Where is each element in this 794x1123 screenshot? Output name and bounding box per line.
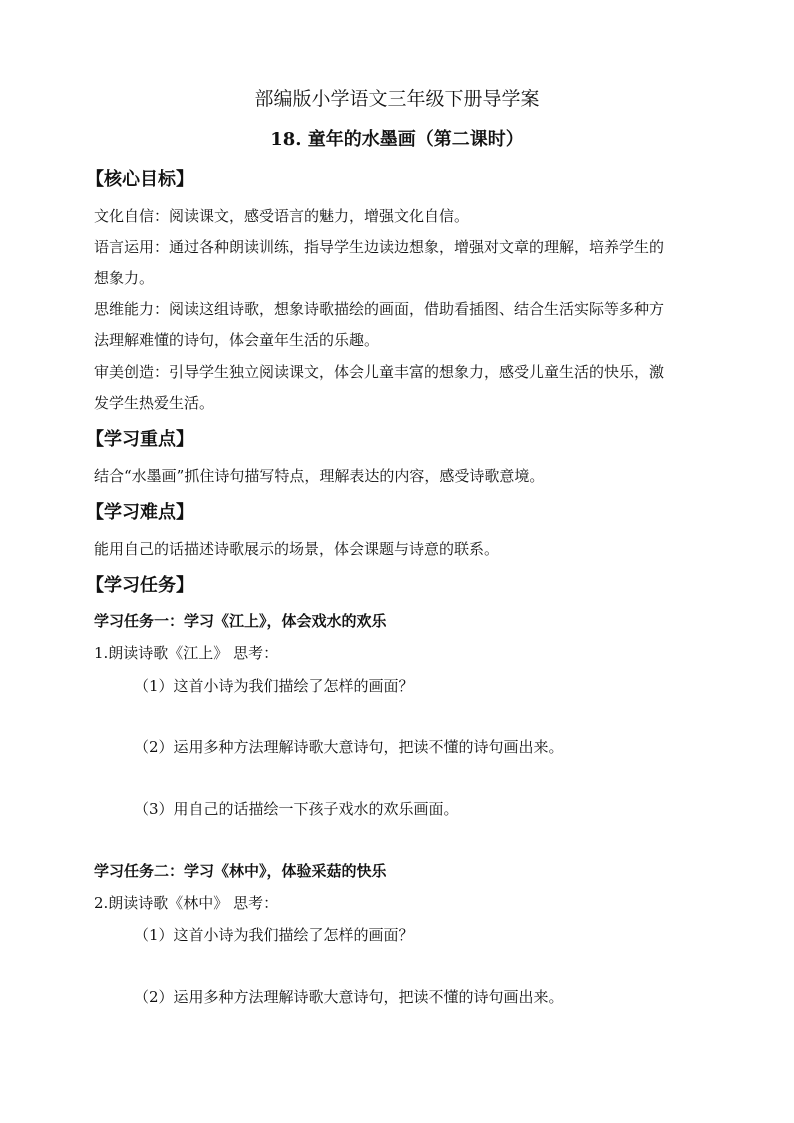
objective-line: 语言运用：通过各种朗读训练，指导学生边读边想象，增强对文章的理解，培养学生的 — [94, 238, 665, 256]
document-title: 部编版小学语文三年级下册导学案 — [254, 88, 540, 110]
objectives-heading: 【核心目标】 — [86, 169, 194, 190]
key-points-text: 结合“水墨画”抓住诗句描写特点，理解表达的内容，感受诗歌意境。 — [94, 467, 545, 485]
lesson-title: 18. 童年的水墨画（第二课时） — [270, 129, 524, 150]
task1-question: （2）运用多种方法理解诗歌大意诗句，把读不懂的诗句画出来。 — [134, 738, 564, 756]
task1-prompt: 1.朗读诗歌《江上》 思考： — [94, 644, 279, 662]
task2-title: 学习任务二：学习《林中》，体验采菇的快乐 — [94, 862, 387, 880]
task2-question: （1）这首小诗为我们描绘了怎样的画面？ — [134, 926, 414, 944]
task1-question: （1）这首小诗为我们描绘了怎样的画面？ — [134, 677, 414, 695]
objective-line: 想象力。 — [94, 269, 155, 287]
difficulties-heading: 【学习难点】 — [86, 502, 194, 523]
tasks-heading: 【学习任务】 — [86, 575, 194, 596]
task1-title: 学习任务一：学习《江上》，体会戏水的欢乐 — [94, 612, 387, 630]
task2-prompt: 2.朗读诗歌《林中》 思考： — [94, 894, 279, 912]
objective-line: 审美创造：引导学生独立阅读课文，体会儿童丰富的想象力，感受儿童生活的快乐，激 — [94, 363, 665, 381]
task1-question: （3）用自己的话描绘一下孩子戏水的欢乐画面。 — [134, 800, 459, 818]
objective-line: 发学生热爱生活。 — [94, 394, 215, 412]
task2-question: （2）运用多种方法理解诗歌大意诗句，把读不懂的诗句画出来。 — [134, 988, 564, 1006]
key-points-heading: 【学习重点】 — [86, 429, 194, 450]
objective-line: 文化自信：阅读课文，感受语言的魅力，增强文化自信。 — [94, 207, 470, 225]
objective-line: 法理解难懂的诗句，体会童年生活的乐趣。 — [94, 331, 380, 349]
objective-line: 思维能力：阅读这组诗歌，想象诗歌描绘的画面，借助看插图、结合生活实际等多种方 — [94, 300, 665, 318]
difficulties-text: 能用自己的话描述诗歌展示的场景，体会课题与诗意的联系。 — [94, 540, 500, 558]
